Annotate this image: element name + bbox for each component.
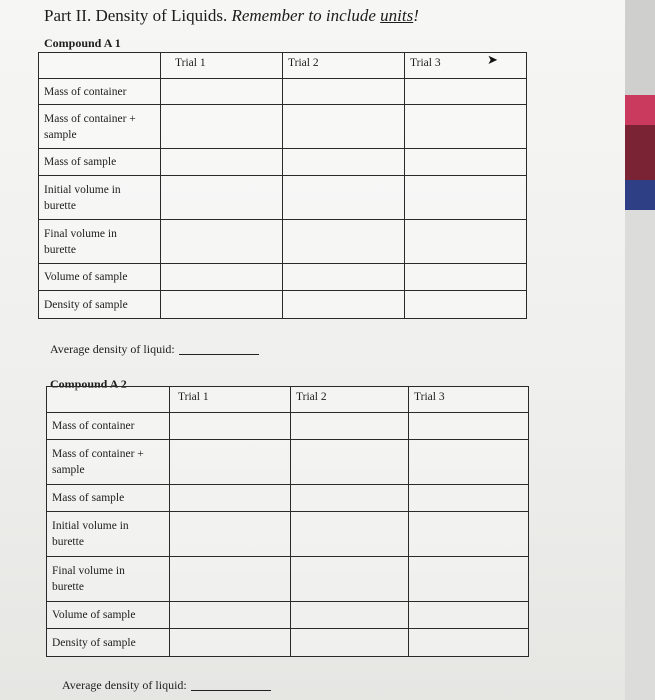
entry-cell[interactable] — [283, 105, 405, 149]
side-strip-maroon — [625, 125, 655, 180]
row-label-line: Mass of container + — [52, 448, 144, 460]
average-density-1 — [50, 342, 259, 357]
entry-cell[interactable] — [409, 602, 529, 629]
average-density-label: Average density of liquid: — [50, 342, 175, 356]
table-row — [39, 176, 527, 220]
row-label — [47, 485, 170, 512]
mouse-pointer-icon: ➤ — [487, 52, 498, 67]
reminder-text: Remember to include units! — [231, 6, 419, 25]
entry-cell[interactable] — [291, 440, 409, 485]
table-row — [47, 557, 529, 602]
row-label — [47, 557, 170, 602]
corner-cell — [47, 387, 170, 413]
entry-cell[interactable] — [283, 264, 405, 291]
average-density-2 — [62, 678, 271, 693]
entry-cell[interactable] — [409, 485, 529, 512]
row-label-line: Final volume in — [52, 565, 125, 577]
table-row — [47, 602, 529, 629]
entry-cell[interactable] — [283, 291, 405, 319]
entry-cell[interactable] — [161, 149, 283, 176]
row-label — [47, 512, 170, 557]
row-label — [39, 264, 161, 291]
side-strip-pink — [625, 95, 655, 125]
entry-cell[interactable] — [161, 291, 283, 319]
entry-cell[interactable] — [405, 291, 527, 319]
row-label — [47, 413, 170, 440]
row-label-line: Mass of sample — [44, 156, 117, 168]
row-label-line: Initial volume in — [44, 183, 121, 196]
page-title — [44, 6, 419, 26]
row-label-line: Mass of container — [52, 420, 135, 432]
entry-cell[interactable] — [170, 413, 291, 440]
corner-cell — [39, 53, 161, 79]
compound-1-table — [38, 52, 527, 319]
entry-cell[interactable] — [405, 149, 527, 176]
part-title: Part II. Density of Liquids. — [44, 6, 228, 25]
entry-cell[interactable] — [283, 79, 405, 105]
answer-blank[interactable] — [191, 690, 271, 691]
table-row — [39, 220, 527, 264]
table-row — [39, 149, 527, 176]
entry-cell[interactable] — [161, 79, 283, 105]
entry-cell[interactable] — [405, 79, 527, 105]
row-label — [39, 149, 161, 176]
table-row — [39, 264, 527, 291]
entry-cell[interactable] — [405, 176, 527, 220]
table-row — [47, 413, 529, 440]
entry-cell[interactable] — [409, 440, 529, 485]
entry-cell[interactable] — [283, 149, 405, 176]
entry-cell[interactable] — [405, 105, 527, 149]
entry-cell[interactable] — [291, 485, 409, 512]
entry-cell[interactable] — [170, 602, 291, 629]
entry-cell[interactable] — [409, 557, 529, 602]
table-row — [47, 485, 529, 512]
answer-blank[interactable] — [179, 354, 259, 355]
entry-cell[interactable] — [170, 440, 291, 485]
entry-cell[interactable] — [291, 629, 409, 657]
row-label-line: Mass of sample — [52, 492, 125, 504]
row-label-line: sample — [44, 128, 77, 141]
table-row — [39, 79, 527, 105]
trial-header: Trial 3 — [409, 387, 529, 413]
table-row — [47, 629, 529, 657]
entry-cell[interactable] — [161, 220, 283, 264]
row-label-line: burette — [44, 199, 76, 212]
trial-header: Trial 3 — [405, 53, 527, 79]
table-row — [39, 291, 527, 319]
side-strip-blue — [625, 180, 655, 210]
entry-cell[interactable] — [405, 220, 527, 264]
units-word: units — [380, 6, 414, 25]
table-row — [47, 440, 529, 485]
row-label-line: Density of sample — [44, 298, 128, 311]
row-label-line: Initial volume in — [52, 520, 129, 532]
compound-2-heading: Compound A 2 — [50, 377, 127, 391]
entry-cell[interactable] — [170, 629, 291, 657]
row-label-line: sample — [52, 464, 85, 476]
row-label-line: Mass of container + — [44, 112, 136, 125]
compound-2-table — [46, 386, 529, 657]
row-label-line: burette — [52, 536, 84, 548]
row-label — [47, 440, 170, 485]
compound-1-heading: Compound A 1 — [44, 36, 121, 50]
row-label-line: burette — [52, 581, 84, 593]
entry-cell[interactable] — [161, 176, 283, 220]
average-density-label: Average density of liquid: — [62, 678, 187, 692]
entry-cell[interactable] — [291, 557, 409, 602]
entry-cell[interactable] — [161, 105, 283, 149]
row-label-line: Volume of sample — [44, 271, 128, 283]
row-label-line: Final volume in — [44, 227, 117, 240]
trial-header: Trial 1 — [170, 387, 291, 413]
entry-cell[interactable] — [291, 413, 409, 440]
trial-header: Trial 1 — [161, 53, 283, 79]
entry-cell[interactable] — [170, 485, 291, 512]
entry-cell[interactable] — [170, 512, 291, 557]
row-label — [39, 105, 161, 149]
row-label-line: Mass of container — [44, 85, 127, 98]
entry-cell[interactable] — [409, 413, 529, 440]
row-label — [39, 79, 161, 105]
table-row — [47, 512, 529, 557]
entry-cell[interactable] — [291, 602, 409, 629]
side-panel — [625, 0, 655, 700]
entry-cell[interactable] — [291, 512, 409, 557]
entry-cell[interactable] — [409, 629, 529, 657]
row-label-line: Volume of sample — [52, 609, 136, 621]
row-label-line: Density of sample — [52, 636, 136, 649]
entry-cell[interactable] — [283, 220, 405, 264]
row-label — [39, 291, 161, 319]
trial-header: Trial 2 — [283, 53, 405, 79]
entry-cell[interactable] — [405, 264, 527, 291]
trial-header: Trial 2 — [291, 387, 409, 413]
table-row — [39, 105, 527, 149]
entry-cell[interactable] — [283, 176, 405, 220]
entry-cell[interactable] — [409, 512, 529, 557]
entry-cell[interactable] — [170, 557, 291, 602]
row-label-line: burette — [44, 243, 76, 256]
side-strip-gray — [625, 0, 655, 95]
entry-cell[interactable] — [161, 264, 283, 291]
row-label — [47, 629, 170, 657]
row-label — [47, 602, 170, 629]
row-label — [39, 176, 161, 220]
row-label — [39, 220, 161, 264]
